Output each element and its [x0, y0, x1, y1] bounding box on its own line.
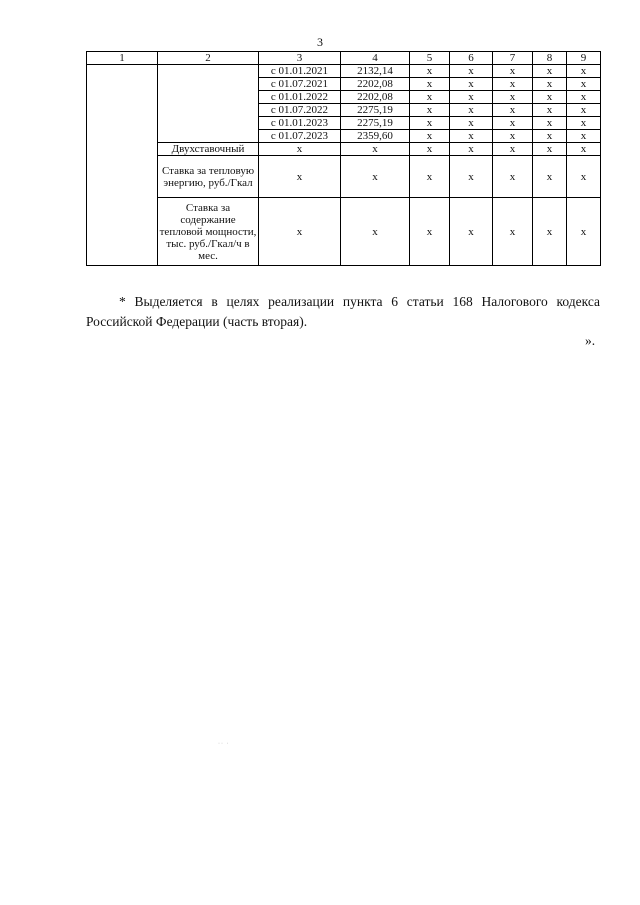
mark-cell: х: [533, 104, 567, 117]
date-cell: с 01.01.2023: [259, 117, 341, 130]
rate-label: Ставка за тепловую энергию, руб./Гкал: [158, 156, 259, 198]
mark-cell: х: [533, 130, 567, 143]
mark-cell: х: [533, 65, 567, 78]
mark-cell: х: [533, 143, 567, 156]
header-cell: 7: [493, 52, 533, 65]
value-cell: 2359,60: [341, 130, 410, 143]
table-row: [87, 65, 601, 78]
mark-cell: х: [493, 78, 533, 91]
blank-cell: [87, 65, 158, 266]
mark-cell: х: [567, 156, 601, 198]
mark-cell: х: [567, 130, 601, 143]
mark-cell: х: [450, 156, 493, 198]
value-cell: 2275,19: [341, 117, 410, 130]
mark-cell: х: [567, 143, 601, 156]
mark-cell: х: [450, 143, 493, 156]
table-row: [87, 156, 601, 198]
mark-cell: х: [410, 78, 450, 91]
date-cell: с 01.07.2022: [259, 104, 341, 117]
mark-cell: х: [567, 78, 601, 91]
table-header-row: [87, 52, 601, 65]
mark-cell: х: [567, 65, 601, 78]
mark-cell: х: [410, 65, 450, 78]
header-cell: 1: [87, 52, 158, 65]
mark-cell: х: [493, 65, 533, 78]
mark-cell: х: [410, 156, 450, 198]
mark-cell: х: [493, 104, 533, 117]
closing-quote: ».: [585, 333, 596, 348]
rate-label: Ставка за содержание тепловой мощности, тыс. руб./Гкал/ч в мес.: [158, 198, 259, 266]
mark-cell: х: [450, 65, 493, 78]
header-cell: 4: [341, 52, 410, 65]
mark-cell: х: [341, 156, 410, 198]
mark-cell: х: [450, 198, 493, 266]
mark-cell: х: [410, 117, 450, 130]
header-cell: 2: [158, 52, 259, 65]
value-cell: 2275,19: [341, 104, 410, 117]
tariff-table: [86, 51, 601, 266]
mark-cell: х: [567, 198, 601, 266]
mark-cell: х: [450, 78, 493, 91]
mark-cell: х: [259, 143, 341, 156]
date-cell: с 01.07.2023: [259, 130, 341, 143]
mark-cell: х: [493, 130, 533, 143]
mark-cell: х: [533, 117, 567, 130]
mark-cell: х: [341, 198, 410, 266]
mark-cell: х: [493, 117, 533, 130]
mark-cell: х: [533, 198, 567, 266]
value-cell: 2132,14: [341, 65, 410, 78]
mark-cell: х: [410, 104, 450, 117]
mark-cell: х: [450, 117, 493, 130]
mark-cell: х: [567, 104, 601, 117]
faint-mark: ·· ·: [218, 741, 230, 747]
header-cell: 6: [450, 52, 493, 65]
header-cell: 3: [259, 52, 341, 65]
mark-cell: х: [567, 117, 601, 130]
value-cell: 2202,08: [341, 78, 410, 91]
header-cell: 9: [567, 52, 601, 65]
mark-cell: х: [410, 130, 450, 143]
mark-cell: х: [450, 130, 493, 143]
mark-cell: х: [493, 198, 533, 266]
mark-cell: х: [259, 156, 341, 198]
mark-cell: х: [493, 91, 533, 104]
mark-cell: х: [493, 156, 533, 198]
mark-cell: х: [567, 91, 601, 104]
blank-cell: [158, 65, 259, 143]
footnote: [86, 292, 600, 332]
mark-cell: х: [410, 198, 450, 266]
mark-cell: х: [410, 91, 450, 104]
mark-cell: х: [493, 143, 533, 156]
mark-cell: х: [450, 91, 493, 104]
rate-label: Двухставочный: [158, 143, 259, 156]
date-cell: с 01.07.2021: [259, 78, 341, 91]
footnote-text: * Выделяется в целях реализации пункта 6 статьи 168 Налогового кодекса Российской Федерации (часть вторая).: [86, 294, 600, 329]
mark-cell: х: [533, 156, 567, 198]
table-row: [87, 198, 601, 266]
page-number: 3: [317, 35, 323, 49]
mark-cell: х: [341, 143, 410, 156]
value-cell: 2202,08: [341, 91, 410, 104]
header-cell: 8: [533, 52, 567, 65]
date-cell: с 01.01.2022: [259, 91, 341, 104]
table-row: [87, 143, 601, 156]
mark-cell: х: [533, 91, 567, 104]
mark-cell: х: [259, 198, 341, 266]
mark-cell: х: [450, 104, 493, 117]
date-cell: с 01.01.2021: [259, 65, 341, 78]
mark-cell: х: [533, 78, 567, 91]
header-cell: 5: [410, 52, 450, 65]
mark-cell: х: [410, 143, 450, 156]
